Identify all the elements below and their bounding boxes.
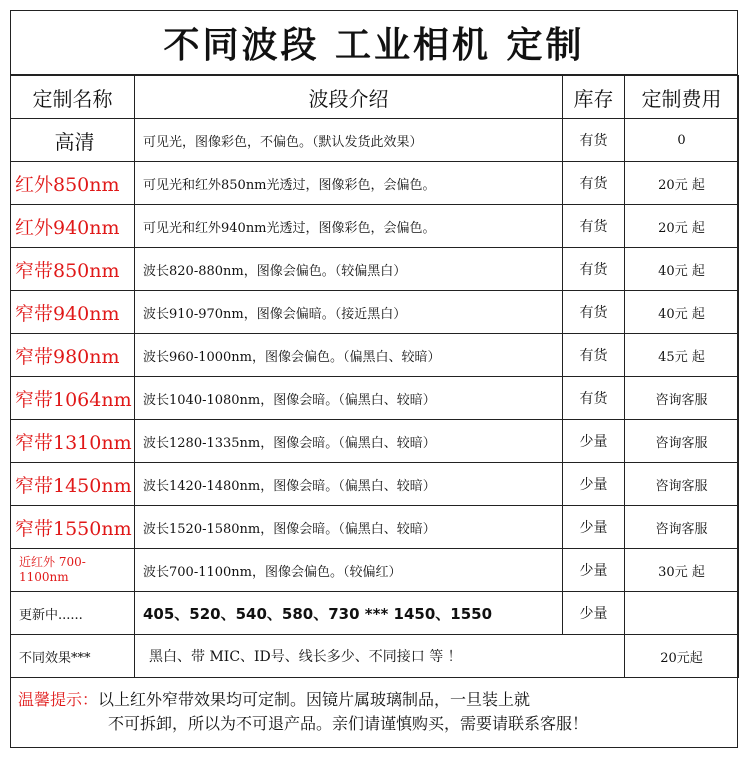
row-name: 窄带940nm <box>11 291 135 334</box>
row-fee: 40元 起 <box>625 291 739 334</box>
row-desc: 可见光和红外940nm光透过，图像彩色，会偏色。 <box>135 205 563 248</box>
header-stock: 库存 <box>563 76 625 119</box>
table-row <box>11 420 739 463</box>
updating-stock: 少量 <box>563 592 625 635</box>
table-row <box>11 463 739 506</box>
row-stock: 少量 <box>563 506 625 549</box>
page-title: 不同波段 工业相机 定制 <box>10 10 738 75</box>
row-name: 近红外 700-1100nm <box>11 549 135 592</box>
row-fee: 咨询客服 <box>625 506 739 549</box>
other-desc: 黑白、带 MIC、ID号、线长多少、不同接口 等 ！ <box>135 635 625 678</box>
other-effects-row <box>11 635 739 678</box>
row-desc: 波长1040-1080nm，图像会暗。（偏黑白、较暗） <box>135 377 563 420</box>
row-stock: 少量 <box>563 549 625 592</box>
row-desc: 波长910-970nm，图像会偏暗。（接近黑白） <box>135 291 563 334</box>
table-header-row <box>11 76 739 119</box>
table-row <box>11 162 739 205</box>
row-fee: 40元 起 <box>625 248 739 291</box>
updating-desc: 405、520、540、580、730 *** 1450、1550 <box>135 592 563 635</box>
row-name: 红外850nm <box>11 162 135 205</box>
notice-text-2: 不可拆卸，所以为不可退产品。亲们请谨慎购买，需要请联系客服！ <box>108 714 589 733</box>
row-desc: 可见光和红外850nm光透过，图像彩色，会偏色。 <box>135 162 563 205</box>
row-stock: 有货 <box>563 377 625 420</box>
header-desc: 波段介绍 <box>135 76 563 119</box>
other-fee: 20元起 <box>625 635 739 678</box>
row-fee: 45元 起 <box>625 334 739 377</box>
table-row <box>11 377 739 420</box>
table-row <box>11 119 739 162</box>
header-fee: 定制费用 <box>625 76 739 119</box>
table-row <box>11 506 739 549</box>
row-name: 窄带850nm <box>11 248 135 291</box>
table-row <box>11 334 739 377</box>
row-stock: 少量 <box>563 420 625 463</box>
row-name: 窄带980nm <box>11 334 135 377</box>
updating-fee <box>625 592 739 635</box>
row-stock: 有货 <box>563 291 625 334</box>
row-fee: 20元 起 <box>625 162 739 205</box>
notice-line-1 <box>18 688 738 712</box>
updating-name: 更新中...... <box>11 592 135 635</box>
row-desc: 波长820-880nm，图像会偏色。（较偏黑白） <box>135 248 563 291</box>
row-name: 红外940nm <box>11 205 135 248</box>
customization-table <box>10 75 739 678</box>
other-name: 不同效果*** <box>11 635 135 678</box>
row-stock: 少量 <box>563 463 625 506</box>
notice-text-1: 以上红外窄带效果均可定制。因镜片属玻璃制品，一旦装上就 <box>98 690 531 709</box>
row-name: 窄带1310nm <box>11 420 135 463</box>
row-desc: 波长960-1000nm，图像会偏色。（偏黑白、较暗） <box>135 334 563 377</box>
row-desc: 波长1280-1335nm，图像会暗。（偏黑白、较暗） <box>135 420 563 463</box>
table-row <box>11 291 739 334</box>
row-fee: 咨询客服 <box>625 377 739 420</box>
row-stock: 有货 <box>563 205 625 248</box>
row-desc: 波长1420-1480nm，图像会暗。（偏黑白、较暗） <box>135 463 563 506</box>
row-fee: 咨询客服 <box>625 420 739 463</box>
row-stock: 有货 <box>563 119 625 162</box>
row-desc: 波长1520-1580nm，图像会暗。（偏黑白、较暗） <box>135 506 563 549</box>
table-row <box>11 549 739 592</box>
row-stock: 有货 <box>563 248 625 291</box>
row-name: 窄带1550nm <box>11 506 135 549</box>
row-stock: 有货 <box>563 162 625 205</box>
table-row <box>11 205 739 248</box>
row-name: 高清 <box>11 119 135 162</box>
row-desc: 可见光，图像彩色，不偏色。（默认发货此效果） <box>135 119 563 162</box>
row-desc: 波长700-1100nm，图像会偏色。（较偏红） <box>135 549 563 592</box>
notice-label: 温馨提示： <box>18 690 99 709</box>
row-name: 窄带1450nm <box>11 463 135 506</box>
row-stock: 有货 <box>563 334 625 377</box>
row-fee: 20元 起 <box>625 205 739 248</box>
row-fee: 30元 起 <box>625 549 739 592</box>
table-row <box>11 248 739 291</box>
updating-row <box>11 592 739 635</box>
header-name: 定制名称 <box>11 76 135 119</box>
row-fee: 0 <box>625 119 739 162</box>
row-fee: 咨询客服 <box>625 463 739 506</box>
row-name: 窄带1064nm <box>11 377 135 420</box>
notice <box>10 682 738 748</box>
